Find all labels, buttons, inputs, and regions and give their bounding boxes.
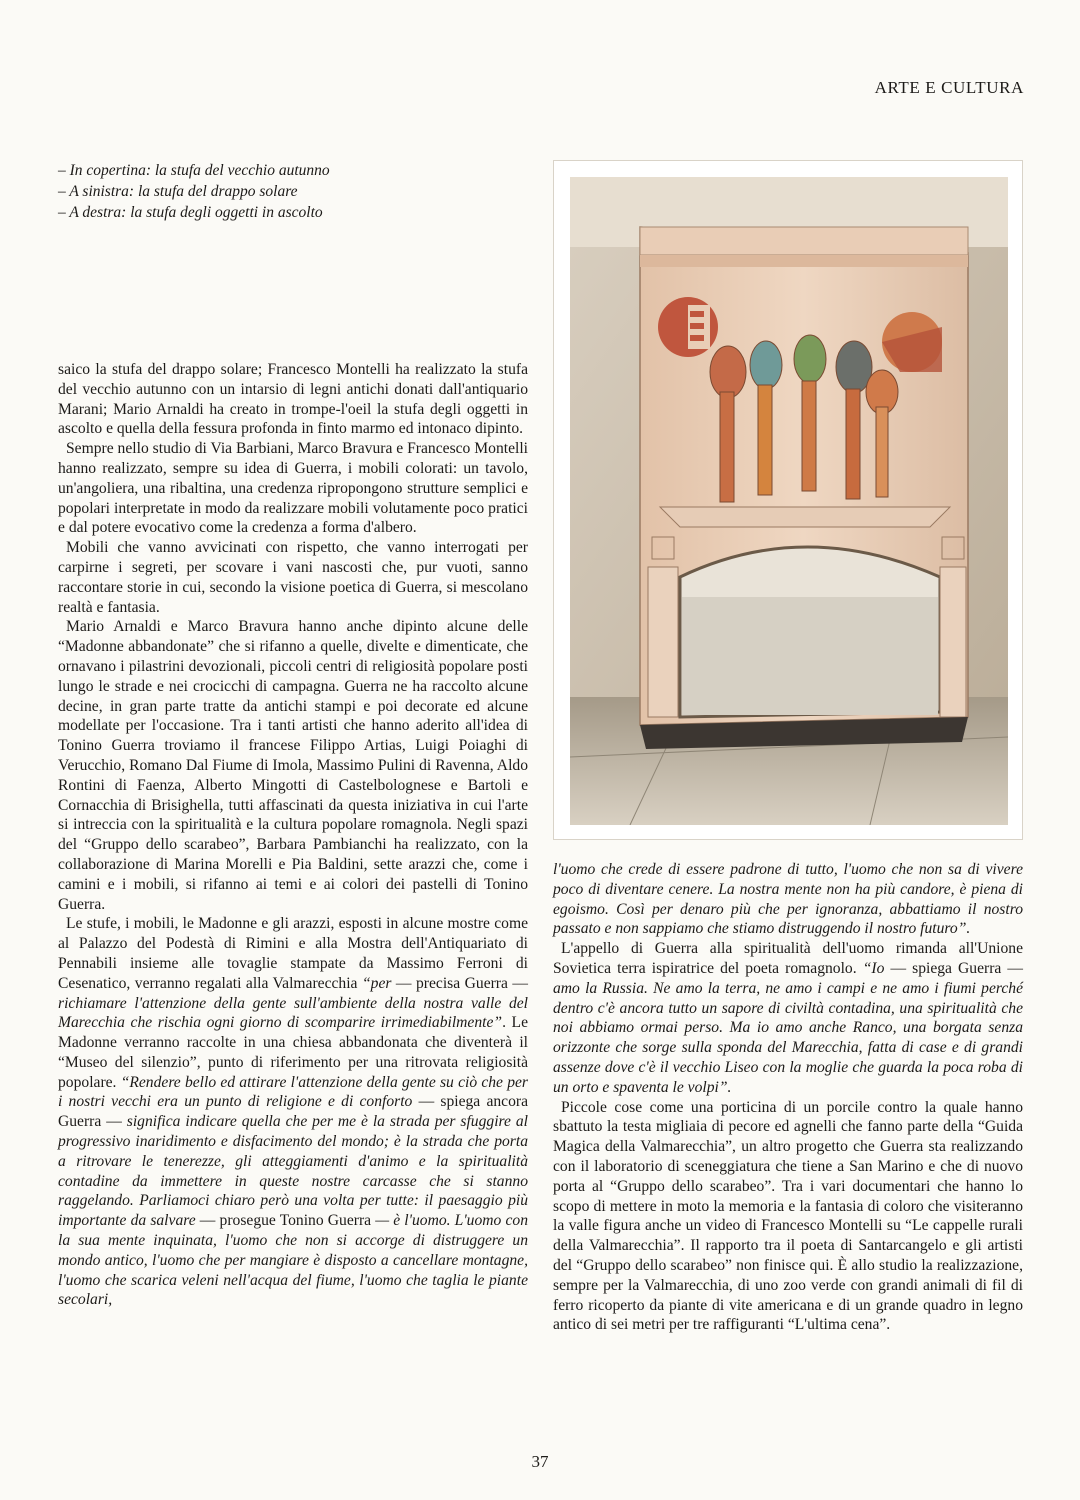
stove-photo [553, 160, 1023, 840]
paragraph: Mario Arnaldi e Marco Bravura hanno anche dipinto alcune delle “Madonne abbandonate” che si rifanno a quelle, divelte e dimenticate, che ornavano i pilastrini devozionali, piccoli centri di religiosità popolare posti lungo le strade e nei crocicchi di campagna. Guerra ne ha raccolto alcune decine, in gran parte tratte da antichi stampi e poi decorate ed alcune modellate per l'occasione. Tra i tanti artisti che hanno aderito all'idea di Tonino Guerra troviamo il francese Filippo Artias, Luigi Poiaghi di Verucchio, Romano Dal Fiume di Imola, Massimo Pulini di Ravenna, Aldo Rontini di Faenza, Alberto Mingotti di Castelbolognese e Bartoli e Cornacchia di Brisighella, tutti affascinati da questa iniziativa in cui l'arte si intreccia con la spiritualità e la cultura popolare romagnola. Negli spazi del “Gruppo dello scarabeo”, Barbara Pambianchi ha realizzato, con la collaborazione di Marina Morelli e Pia Baldini, sette arazzi che, come i camini e i mobili, si rifanno ai temi e ai colori dei pastelli di Tonino Guerra. [58, 618, 528, 913]
paragraph [553, 939, 1023, 1097]
right-column [553, 860, 1023, 1335]
stove-illustration [570, 177, 1008, 825]
caption-line: – A destra: la stufa degli oggetti in ascolto [58, 204, 323, 221]
caption-line: – In copertina: la stufa del vecchio autunno [58, 162, 330, 179]
section-header: ARTE E CULTURA [874, 78, 1024, 97]
text-run: L'appello di Guerra alla spiritualità dell'uomo rimanda all'Unione Sovietica terra ispiratrice del poeta romagnolo. [553, 940, 1023, 977]
quote: richiamare l'attenzione della gente sull'ambiente della nostra valle del Marecchia che rischia ogni giorno di scomparire irrimediabilmente” [58, 994, 528, 1032]
text-run: — spiega Guerra — [884, 959, 1024, 977]
paragraph: Mobili che vanno avvicinati con rispetto, che vanno interrogati per carpirne i segreti, per scovare i vani nascosti che, pur vuoti, sanno raccontare storie in cui, secondo la visione poetica di Guerra, si mescolano realtà e fantasia. [58, 539, 528, 616]
page-number: 37 [531, 1452, 549, 1471]
text-run: — spiega ancora Guerra — [58, 1093, 528, 1131]
quote: “per [361, 974, 392, 992]
quote: l'uomo che crede di essere padrone di tutto, l'uomo che non sa di vivere poco di diventare cenere. La nostra mente non ha più candore, è piena di egoismo. Così per denaro più che per ignoranza, abbattiamo il nostro passato e non sappiamo che stiamo distruggendo il nostro futuro”. [553, 861, 1023, 938]
text-run: — precisa Guerra — [391, 974, 528, 992]
caption-line: – A sinistra: la stufa del drappo solare [58, 183, 298, 200]
quote: “Io [862, 959, 885, 977]
left-column [58, 360, 528, 1310]
paragraph: saico la stufa del drappo solare; Francesco Montelli ha realizzato la stufa del vecchio autunno con un intarsio di legni antichi donati dall'antiquario Marani; Mario Arnaldi ha creato in trompe-l'oeil la stufa degli oggetti in ascolto e quella della fessura profonda in finto marmo ed intonaco dipinto. [58, 361, 528, 438]
paragraph [553, 860, 1023, 939]
quote: amo la Russia. Ne amo la terra, ne amo i campi e ne amo i fiumi perché dentro c'è ancora tutto un sapore di civiltà contadina, una spiritualità che noi abbiamo ormai perso. Ma io amo anche Ranco, una borgata senza orizzonte che sorge sulla sponda del Marecchia, fatta di case e di grandi assenze dove c'è il vecchio Liseo con la moglie che guarda la poca roba di un orto e spaventa le volpi”. [553, 979, 1023, 1096]
paragraph: Sempre nello studio di Via Barbiani, Marco Bravura e Francesco Montelli hanno realizzato, sempre su idea di Guerra, i mobili colorati: un tavolo, un'angoliera, una ribaltina, una credenza ripropongono strutture semplici e popolari interpretate in modo da realizzare mobili volutamente poco pratici e dal potere evocativo come la credenza a forma d'albero. [58, 440, 528, 537]
quote: — è l'uomo. L'uomo con la sua mente inquinata, l'uomo che non si accorge di distruggere un mondo antico, l'uomo che per mangiare è disposto a cancellare montagne, l'uomo che scarica veleni nell'acqua del fiume, l'uomo che taglia le piante secolari, [58, 1212, 528, 1309]
paragraph [58, 914, 528, 1310]
text-run: Le stufe, i mobili, le Madonne e gli arazzi, esposti in alcune mostre come al Palazzo del Podestà di Rimini e alla Mostra dell'Antiquariato di Pennabili insieme alle tovaglie stampate da Massimo Ferroni di Cesenatico, verranno regalati alla Valmarecchia [58, 915, 528, 992]
text-run: . Le Madonne verranno raccolte in una chiesa abbandonata che diventerà il “Museo del silenzio”, punto di riferimento per una ritrovata religiosità popolare. [58, 1014, 528, 1091]
quote: “Rendere bello ed attirare l'attenzione della gente su ciò che per i nostri vecchi era un punto di religione e di conforto [58, 1073, 528, 1111]
text-run: — prosegue Tonino Guerra [195, 1212, 376, 1230]
photo-captions [58, 160, 518, 223]
paragraph: Piccole cose come una porticina di un porcile contro la quale hanno sbattuto la testa migliaia di pecore ed agnelli che fanno parte della “Guida Magica della Valmarecchia”, un altro progetto che Guerra sta realizzando con il laboratorio di sceneggiatura che tiene a San Marino e che di nuovo porta al “Gruppo dello scarabeo”. Tra i vari documentari che hanno lo scopo di mettere in moto la memoria e la fantasia di coloro che visiteranno la valle figura anche un video di Francesco Montelli su “Le cappelle rurali della Valmarecchia”. Il rapporto tra il poeta di Santarcangelo e gli artisti del “Gruppo dello scarabeo” non finisce qui. È allo studio la realizzazione, sempre per la Valmarecchia, di uno zoo verde con grandi animali di fil di ferro ricoperto da piante di vite americana e di un grande quadro in legno antico di sei metri per tre raffiguranti “L'ultima cena”. [553, 1098, 1023, 1334]
quote: significa indicare quella che per me è la strada per sfuggire al progressivo inaridimento e disfacimento del mondo; è la strada che porta a ritrovare le tenerezze, gli atteggiamenti d'animo e la spiritualità contadine da immettere in queste nostre carcasse che si stanno raggelando. Parliamoci chiaro però una volta per tutte: il paesaggio più importante da salvare [58, 1113, 528, 1230]
